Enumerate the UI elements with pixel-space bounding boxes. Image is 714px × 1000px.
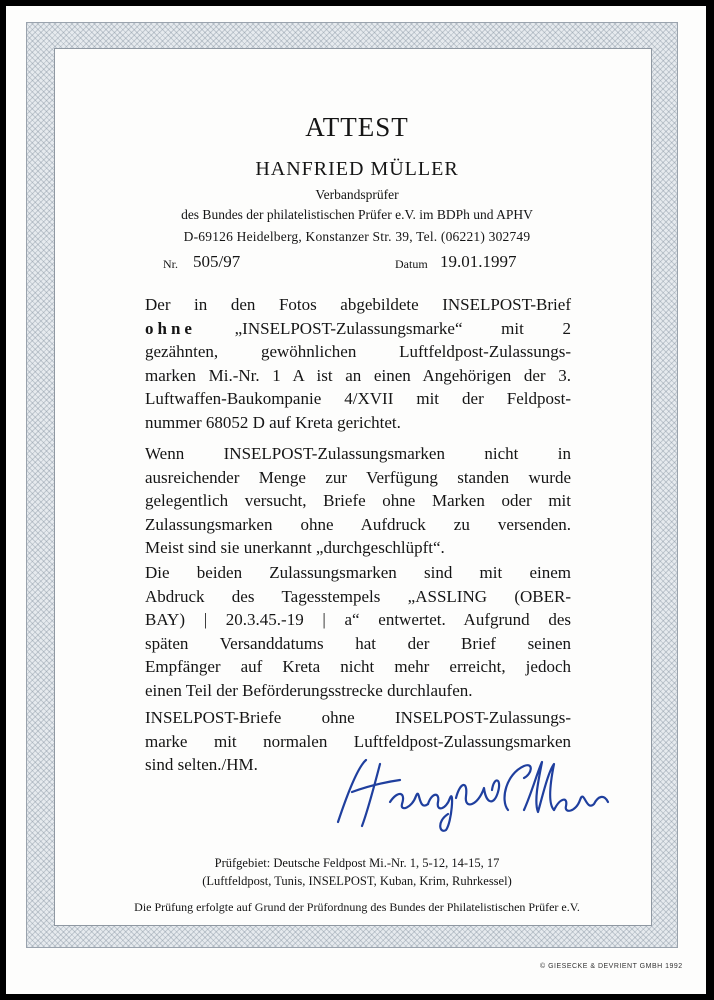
number-value: 505/97 [193, 252, 241, 271]
examiner-association: des Bundes der philatelistischen Prüfer e.V. im BDPh und APHV [181, 207, 533, 222]
examination-scope-detail: (Luftfeldpost, Tunis, INSELPOST, Kuban, Krim, Ruhrkessel) [202, 874, 512, 888]
paragraph-cancellation [145, 561, 571, 702]
paragraph-line: Der in den Fotos abgebildete INSELPOST-Brief [145, 295, 571, 314]
number-label: Nr. [163, 257, 178, 271]
paragraph-line: Empfänger auf Kreta nicht mehr erreicht, jedoch [145, 657, 571, 676]
paragraph-line: ohne „INSELPOST-Zulassungsmarke“ mit 2 [145, 318, 571, 338]
handwritten-signature [328, 752, 618, 832]
date-label: Datum [395, 257, 428, 271]
paragraph-line: Meist sind sie unerkannt „durchgeschlüpft“. [145, 538, 445, 557]
paragraph-line: Die beiden Zulassungsmarken sind mit einem [145, 563, 571, 582]
paragraph-line: sind selten./HM. [145, 755, 258, 774]
paragraph-line: nummer 68052 D auf Kreta gerichtet. [145, 412, 401, 432]
paragraph-line: gezähnten, gewöhnlichen Luftfeldpost-Zulassungs- [145, 342, 571, 361]
examiner-role: Verbandsprüfer [315, 187, 399, 202]
paragraph-context [145, 442, 571, 560]
examiner-address: D-69126 Heidelberg, Konstanzer Str. 39, Tel. (06221) 302749 [183, 229, 531, 244]
printer-imprint: © GIESECKE & DEVRIENT GMBH 1992 [540, 963, 683, 970]
paragraph-line: ausreichender Menge zur Verfügung standen wurde [145, 467, 571, 487]
certificate-title: ATTEST [305, 112, 409, 142]
paragraph-line: BAY) | 20.3.45.-19 | a“ entwertet. Aufgrund des [145, 610, 571, 629]
paragraph-line: späten Versanddatums hat der Brief seinen [145, 633, 571, 653]
date-value: 19.01.1997 [440, 252, 517, 271]
regulation-note: Die Prüfung erfolgte auf Grund der Prüfordnung des Bundes der Philatelistischen Prüfer e.V. [134, 900, 580, 914]
paragraph-line: marke mit normalen Luftfeldpost-Zulassungsmarken [145, 731, 571, 751]
paragraph-line: Zulassungsmarken ohne Aufdruck zu versenden. [145, 514, 571, 534]
paragraph-line: INSELPOST-Briefe ohne INSELPOST-Zulassungs- [145, 708, 571, 727]
paragraph-line: einen Teil der Beförderungsstrecke durchlaufen. [145, 680, 473, 700]
emphasis-ohne: ohne [145, 318, 196, 338]
paragraph-line: Abdruck des Tagesstempels „ASSLING (OBER- [145, 586, 571, 606]
paragraph-description [145, 293, 571, 434]
paragraph-line: marken Mi.-Nr. 1 A ist an einen Angehörigen der 3. [145, 365, 571, 385]
paragraph-line: Luftwaffen-Baukompanie 4/XVII mit der Feldpost- [145, 389, 571, 408]
examination-scope: Prüfgebiet: Deutsche Feldpost Mi.-Nr. 1, 5-12, 14-15, 17 [214, 856, 500, 870]
paragraph-line: Wenn INSELPOST-Zulassungsmarken nicht in [145, 444, 571, 463]
paragraph-line: gelegentlich versucht, Briefe ohne Marken oder mit [145, 491, 571, 510]
examiner-name: HANFRIED MÜLLER [255, 158, 459, 180]
